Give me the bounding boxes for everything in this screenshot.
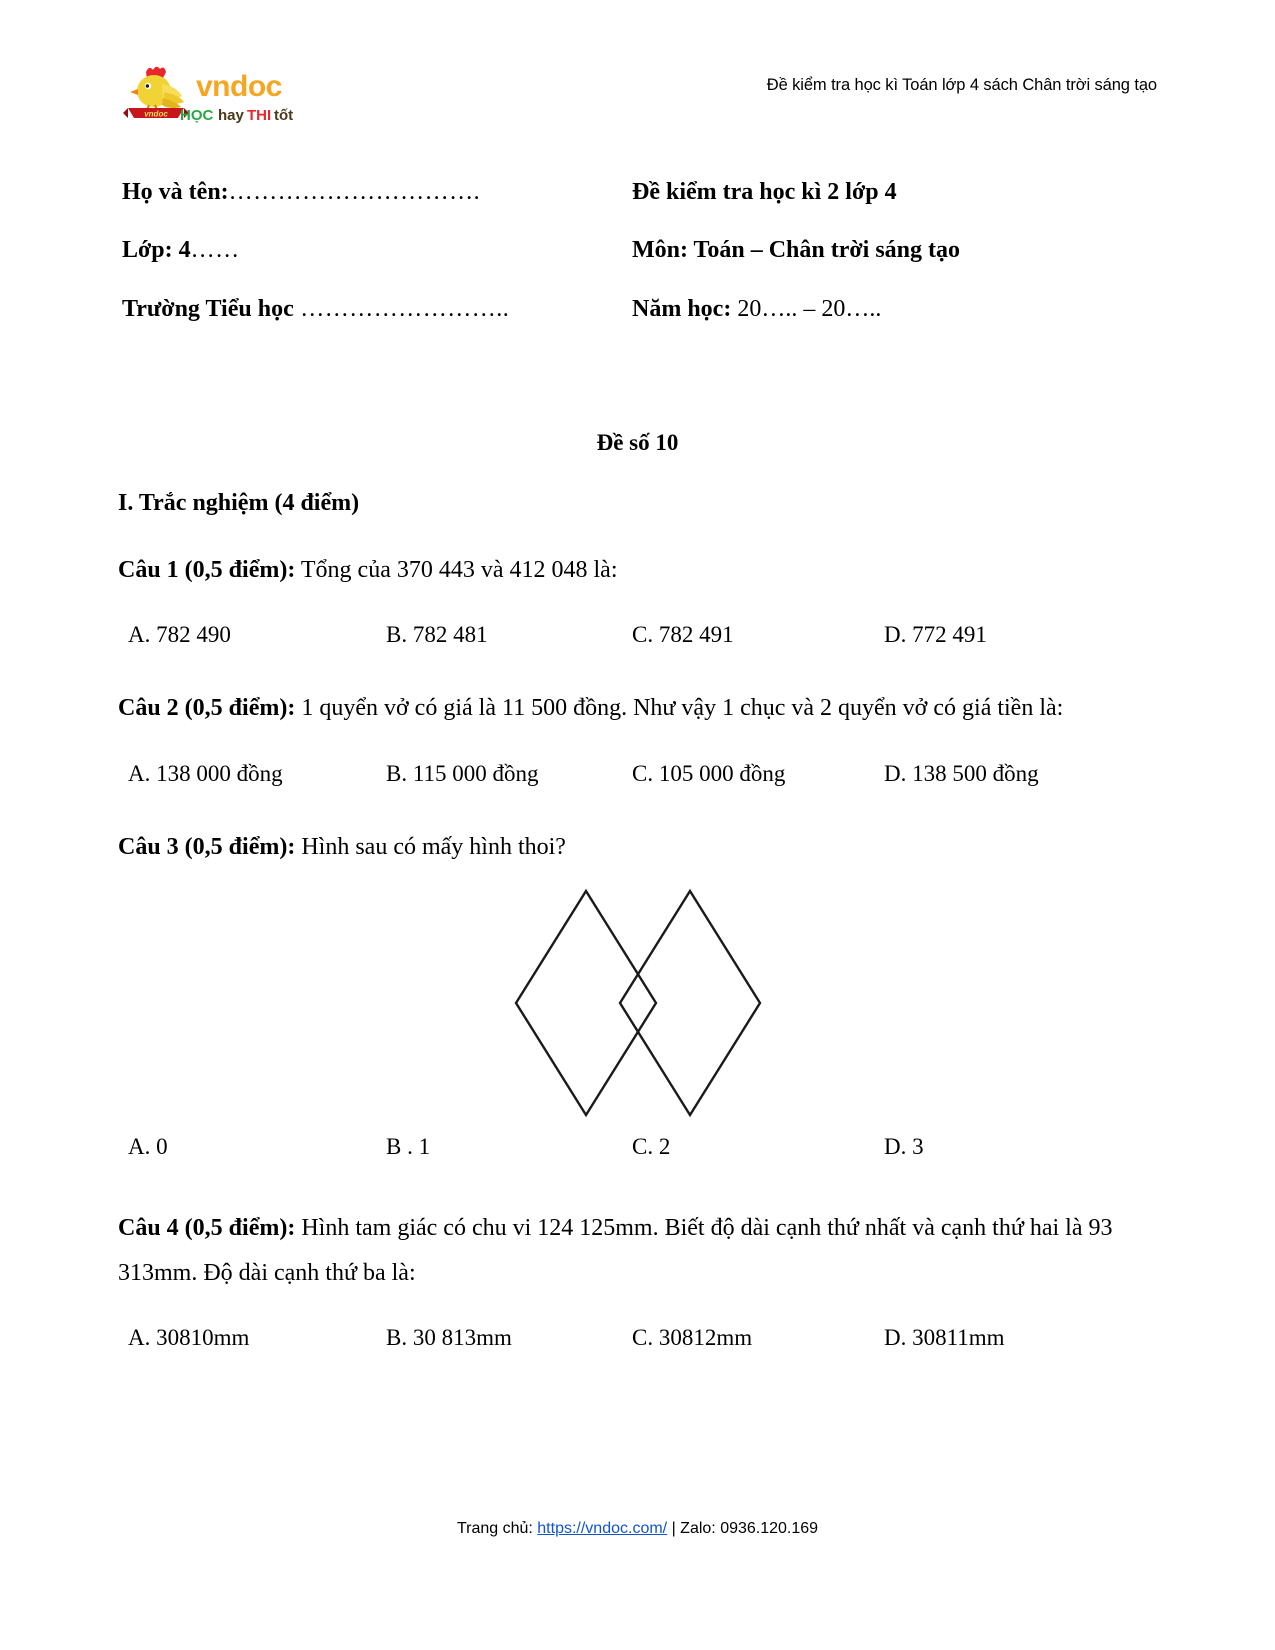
exam-subject: Môn: Toán – Chân trời sáng tạo <box>632 237 961 264</box>
question-2-text <box>118 686 1158 730</box>
two-overlapping-rhombuses-icon <box>508 883 768 1123</box>
section-heading-multiple-choice: I. Trắc nghiệm (4 điểm) <box>118 490 360 516</box>
question-3-option-d[interactable]: D. 3 <box>884 1134 924 1160</box>
question-3-text <box>118 825 1158 869</box>
footer-homepage-link[interactable]: https://vndoc.com/ <box>537 1520 668 1537</box>
footer-suffix: | Zalo: 0936.120.169 <box>667 1520 819 1537</box>
question-4-option-b[interactable]: B. 30 813mm <box>386 1324 512 1350</box>
schoolyear-label: Năm học: <box>632 295 732 322</box>
question-3-label: Câu 3 (0,5 điểm): <box>118 833 296 860</box>
question-1-options <box>118 622 1158 648</box>
question-4-options <box>118 1325 1158 1351</box>
document-header <box>118 58 1157 138</box>
question-3-option-b[interactable]: B . 1 <box>386 1134 431 1160</box>
question-2-options <box>118 761 1158 787</box>
svg-text:tốt: tốt <box>274 107 294 124</box>
question-2-label: Câu 2 (0,5 điểm): <box>118 695 296 722</box>
schoolyear-blank: 20….. – 20….. <box>731 295 882 322</box>
field-schoolyear <box>632 293 1157 325</box>
fullname-label: Họ và tên: <box>122 179 229 205</box>
svg-text:hay: hay <box>218 107 244 124</box>
question-2-option-a[interactable]: A. 138 000 đồng <box>128 760 283 786</box>
question-1-text <box>118 548 1158 592</box>
fullname-blank: …………………………. <box>228 179 481 205</box>
questions-container <box>118 548 1158 1367</box>
question-3-option-c[interactable]: C. 2 <box>632 1134 671 1160</box>
question-2-body: 1 quyển vở có giá là 11 500 đồng. Như vậy 1 chục và 2 quyển vở có giá tiền là: <box>295 695 1064 722</box>
class-blank: …… <box>190 237 240 264</box>
question-3-option-a[interactable]: A. 0 <box>128 1134 168 1160</box>
question-1-option-c[interactable]: C. 782 491 <box>632 622 734 648</box>
question-4-option-c[interactable]: C. 30812mm <box>632 1324 753 1350</box>
rhombus-left <box>516 891 656 1115</box>
svg-text:vndoc: vndoc <box>144 109 168 119</box>
question-3-figure <box>118 883 1158 1128</box>
question-2 <box>118 686 1158 824</box>
school-label: Trường Tiểu học <box>122 295 294 322</box>
field-fullname <box>122 176 632 208</box>
question-4-option-d[interactable]: D. 30811mm <box>884 1324 1005 1350</box>
question-3-body: Hình sau có mấy hình thoi? <box>295 833 566 860</box>
question-4-option-a[interactable]: A. 30810mm <box>128 1324 250 1350</box>
school-blank: …………………….. <box>293 295 510 322</box>
question-4-label: Câu 4 (0,5 điểm): <box>118 1215 296 1242</box>
exam-title: Đề kiểm tra học kì 2 lớp 4 <box>632 179 897 205</box>
class-label: Lớp: 4 <box>122 237 191 264</box>
field-class <box>122 234 632 266</box>
vndoc-logo-icon <box>118 58 298 134</box>
question-1-label: Câu 1 (0,5 điểm): <box>118 557 296 583</box>
question-2-option-c[interactable]: C. 105 000 đồng <box>632 760 786 786</box>
question-4-text <box>118 1206 1158 1295</box>
page-footer <box>0 1520 1275 1538</box>
question-4 <box>118 1206 1158 1351</box>
question-1-option-a[interactable]: A. 782 490 <box>128 622 231 648</box>
field-school <box>122 293 632 325</box>
info-row-class <box>122 234 1157 266</box>
question-3-options <box>118 1134 1158 1160</box>
student-info-block <box>122 176 1157 351</box>
svg-text:vndoc: vndoc <box>196 70 282 103</box>
footer-prefix: Trang chủ: <box>456 1520 538 1537</box>
svg-text:THI: THI <box>247 107 272 124</box>
question-2-option-d[interactable]: D. 138 500 đồng <box>884 760 1039 786</box>
question-3 <box>118 825 1158 1206</box>
header-running-title: Đề kiểm tra học kì Toán lớp 4 sách Chân trời sáng tạo <box>766 76 1157 94</box>
vndoc-logo <box>118 58 298 134</box>
question-1-option-d[interactable]: D. 772 491 <box>884 622 987 648</box>
info-row-school <box>122 293 1157 325</box>
question-1 <box>118 548 1158 686</box>
question-4-body: Hình tam giác có chu vi 124 125mm. Biết độ dài cạnh thứ nhất và cạnh thứ hai là 93 313mm. Độ dài cạnh thứ ba là: <box>118 1215 1113 1286</box>
question-1-body: Tổng của 370 443 và 412 048 là: <box>295 557 618 583</box>
question-2-option-b[interactable]: B. 115 000 đồng <box>386 760 539 786</box>
question-1-option-b[interactable]: B. 782 481 <box>386 622 488 648</box>
exam-number-heading: Đề số 10 <box>596 430 679 455</box>
rhombus-right <box>620 891 760 1115</box>
svg-text:HỌC: HỌC <box>180 107 214 124</box>
info-row-name <box>122 176 1157 208</box>
